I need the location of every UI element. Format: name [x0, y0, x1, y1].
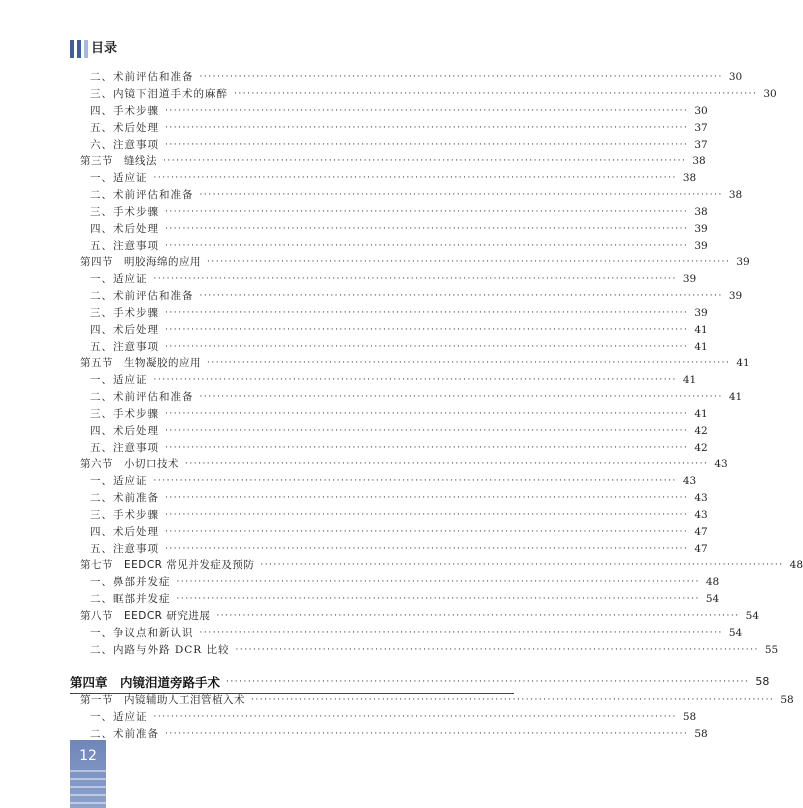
toc-label: 四、手术步骤	[90, 105, 159, 117]
toc-item[interactable]	[90, 102, 708, 119]
toc-label: 第一节 内镜辅助人工泪管植入术	[80, 694, 245, 706]
toc-item[interactable]	[90, 590, 720, 607]
toc-label: 一、适应证	[90, 172, 148, 184]
header-bar	[77, 40, 81, 58]
toc-page-number: 38	[694, 205, 708, 218]
toc-section[interactable]	[80, 354, 750, 371]
toc-label: 第七节 EEDCR 常见并发症及预防	[80, 559, 255, 571]
toc-page-number: 58	[780, 693, 794, 706]
toc-leader-dots: ························································································································	[207, 256, 731, 267]
toc-label: 三、手术步骤	[90, 408, 159, 420]
toc-label: 二、术前评估和准备	[90, 391, 194, 403]
toc-label: 五、注意事项	[90, 341, 159, 353]
toc-page-number: 54	[705, 592, 720, 605]
toc-item[interactable]	[90, 287, 743, 304]
toc-page-number: 30	[728, 70, 743, 83]
toc-item[interactable]	[90, 119, 708, 136]
toc-page-number: 48	[789, 558, 803, 571]
toc-page-number: 43	[694, 508, 708, 521]
toc-page-number: 37	[694, 138, 708, 151]
toc-leader-dots: ························································································································	[165, 408, 689, 419]
toc-section[interactable]	[80, 556, 803, 573]
toc-leader-dots: ························································································································	[153, 475, 677, 486]
toc-label: 一、适应证	[90, 711, 148, 723]
toc-label: 二、术前准备	[90, 492, 159, 504]
toc-leader-dots: ························································································································	[165, 223, 689, 234]
toc-page-number: 39	[682, 272, 697, 285]
toc-page-number: 39	[694, 239, 708, 252]
toc-leader-dots: ························································································································	[199, 71, 723, 82]
toc-item[interactable]	[90, 136, 708, 153]
toc-page-number: 38	[682, 171, 697, 184]
toc-label: 六、注意事项	[90, 139, 159, 151]
toc-section[interactable]	[80, 152, 706, 169]
page-title: 目录	[91, 41, 118, 56]
toc-item[interactable]	[90, 725, 708, 742]
toc-leader-dots: ························································································································	[153, 273, 677, 284]
toc-item[interactable]	[90, 439, 708, 456]
toc-leader-dots: ························································································································	[165, 341, 689, 352]
toc-label: 第八节 EEDCR 研究进展	[80, 610, 211, 622]
toc-label: 一、适应证	[90, 273, 148, 285]
toc-page-number: 58	[755, 675, 770, 688]
toc-chapter[interactable]	[70, 673, 770, 690]
toc-leader-dots: ························································································································	[165, 105, 689, 116]
toc-label: 四、术后处理	[90, 425, 159, 437]
toc-leader-dots: ························································································································	[165, 492, 689, 503]
toc-item[interactable]	[90, 220, 708, 237]
toc-item[interactable]	[90, 573, 720, 590]
toc-item[interactable]	[90, 371, 697, 388]
toc-label: 第五节 生物凝胶的应用	[80, 357, 201, 369]
toc-label: 二、术前准备	[90, 728, 159, 740]
toc-item[interactable]	[90, 506, 708, 523]
toc-page-number: 39	[728, 289, 743, 302]
toc-section[interactable]	[80, 455, 728, 472]
toc-label: 三、手术步骤	[90, 206, 159, 218]
toc-page-number: 47	[694, 542, 708, 555]
toc-label: 四、术后处理	[90, 223, 159, 235]
toc-item[interactable]	[90, 489, 708, 506]
toc-item[interactable]	[90, 203, 708, 220]
toc-page-number: 39	[694, 306, 708, 319]
toc-page-number: 39	[736, 255, 750, 268]
toc-item[interactable]	[90, 641, 779, 658]
toc-leader-dots: ························································································································	[176, 593, 700, 604]
toc-leader-dots: ························································································································	[199, 391, 723, 402]
toc-leader-dots: ························································································································	[251, 694, 775, 705]
toc-label: 五、术后处理	[90, 122, 159, 134]
toc-page-number: 38	[692, 154, 706, 167]
toc-label: 二、术前评估和准备	[90, 71, 194, 83]
toc-item[interactable]	[90, 186, 743, 203]
toc-leader-dots: ························································································································	[207, 357, 731, 368]
toc-leader-dots: ························································································································	[165, 324, 689, 335]
toc-leader-dots: ························································································································	[176, 576, 700, 587]
toc-label: 五、注意事项	[90, 543, 159, 555]
toc-page-number: 41	[736, 356, 750, 369]
toc-leader-dots: ························································································································	[165, 442, 689, 453]
toc-label: 一、适应证	[90, 374, 148, 386]
toc-item[interactable]	[90, 405, 708, 422]
toc-leader-dots: ························································································································	[199, 627, 723, 638]
toc-leader-dots: ························································································································	[153, 374, 677, 385]
toc-page-number: 39	[694, 222, 708, 235]
toc-leader-dots: ························································································································	[153, 172, 677, 183]
toc-leader-dots: ························································································································	[165, 526, 689, 537]
toc-page-number: 42	[694, 441, 708, 454]
toc-leader-dots: ························································································································	[163, 155, 687, 166]
toc-item[interactable]	[90, 169, 697, 186]
toc-item[interactable]	[90, 523, 708, 540]
toc-leader-dots: ························································································································	[165, 122, 689, 133]
toc-label: 第三节 缝线法	[80, 155, 157, 167]
toc-item[interactable]	[90, 85, 777, 102]
toc-label: 二、内路与外路 DCR 比较	[90, 644, 230, 656]
toc-page-number: 58	[694, 727, 708, 740]
toc-page-number: 37	[694, 121, 708, 134]
toc-leader-dots: ························································································································	[199, 189, 723, 200]
toc-item[interactable]	[90, 540, 708, 557]
toc-page-number: 55	[764, 643, 779, 656]
toc-label: 一、争议点和新认识	[90, 627, 194, 639]
toc-section[interactable]	[80, 253, 750, 270]
toc-label: 一、鼻部并发症	[90, 576, 171, 588]
toc-leader-dots: ························································································································	[153, 711, 677, 722]
toc-page-number: 48	[705, 575, 720, 588]
toc-leader-dots: ························································································································	[165, 240, 689, 251]
toc-item[interactable]	[90, 338, 708, 355]
page-number: 12	[79, 748, 97, 764]
toc-page-number: 43	[682, 474, 697, 487]
toc-label: 二、术前评估和准备	[90, 189, 194, 201]
toc-page-number: 41	[694, 323, 708, 336]
toc-label: 三、手术步骤	[90, 307, 159, 319]
toc-label: 一、适应证	[90, 475, 148, 487]
toc-leader-dots: ························································································································	[216, 610, 740, 621]
toc-page-number: 41	[694, 340, 708, 353]
toc-page-number: 30	[694, 104, 708, 117]
toc-item[interactable]	[90, 624, 743, 641]
header-bar	[70, 40, 74, 58]
toc-label: 三、手术步骤	[90, 509, 159, 521]
toc-item[interactable]	[90, 472, 697, 489]
toc-page-number: 38	[728, 188, 743, 201]
toc-label: 四、术后处理	[90, 526, 159, 538]
toc-label: 第四章 内镜泪道旁路手术	[70, 674, 221, 690]
toc-leader-dots: ························································································································	[260, 559, 784, 570]
toc-page-number: 43	[714, 457, 728, 470]
toc-leader-dots: ························································································································	[234, 88, 758, 99]
toc-leader-dots: ························································································································	[199, 290, 723, 301]
toc-label: 三、内镜下泪道手术的麻醉	[90, 88, 228, 100]
toc-item[interactable]	[90, 304, 708, 321]
toc-page-number: 41	[728, 390, 743, 403]
toc-label: 四、术后处理	[90, 324, 159, 336]
toc-leader-dots: ························································································································	[165, 206, 689, 217]
toc-page-number: 42	[694, 424, 708, 437]
toc-leader-dots: ························································································································	[185, 458, 709, 469]
toc-leader-dots: ························································································································	[235, 644, 759, 655]
toc-leader-dots: ························································································································	[165, 307, 689, 318]
toc-leader-dots: ························································································································	[165, 509, 689, 520]
toc-page-number: 43	[694, 491, 708, 504]
toc-item[interactable]	[90, 237, 708, 254]
toc-item[interactable]	[90, 708, 697, 725]
toc-page-number: 41	[682, 373, 697, 386]
toc-page-number: 41	[694, 407, 708, 420]
toc-page-number: 54	[728, 626, 743, 639]
toc-label: 五、注意事项	[90, 240, 159, 252]
toc-page-number: 47	[694, 525, 708, 538]
toc-label: 第四节 明胶海绵的应用	[80, 256, 201, 268]
toc-label: 二、眶部并发症	[90, 593, 171, 605]
header-decoration	[70, 40, 88, 58]
toc-item[interactable]	[90, 270, 697, 287]
toc-item[interactable]	[90, 68, 743, 85]
toc-label: 二、术前评估和准备	[90, 290, 194, 302]
toc-page-number: 58	[682, 710, 697, 723]
toc-item[interactable]	[90, 388, 743, 405]
toc-label: 第六节 小切口技术	[80, 458, 179, 470]
toc-leader-dots: ························································································································	[165, 425, 689, 436]
toc-section[interactable]	[80, 607, 760, 624]
header-bar	[84, 40, 88, 58]
toc-label: 五、注意事项	[90, 442, 159, 454]
toc-item[interactable]	[90, 321, 708, 338]
toc-item[interactable]	[90, 422, 708, 439]
toc-page-number: 30	[763, 87, 777, 100]
toc-leader-dots: ························································································································	[165, 728, 689, 739]
chapter-divider	[70, 693, 514, 694]
toc-leader-dots: ························································································································	[165, 139, 689, 150]
toc-page-number: 54	[745, 609, 760, 622]
toc-leader-dots: ························································································································	[226, 676, 750, 687]
toc-leader-dots: ························································································································	[165, 543, 689, 554]
